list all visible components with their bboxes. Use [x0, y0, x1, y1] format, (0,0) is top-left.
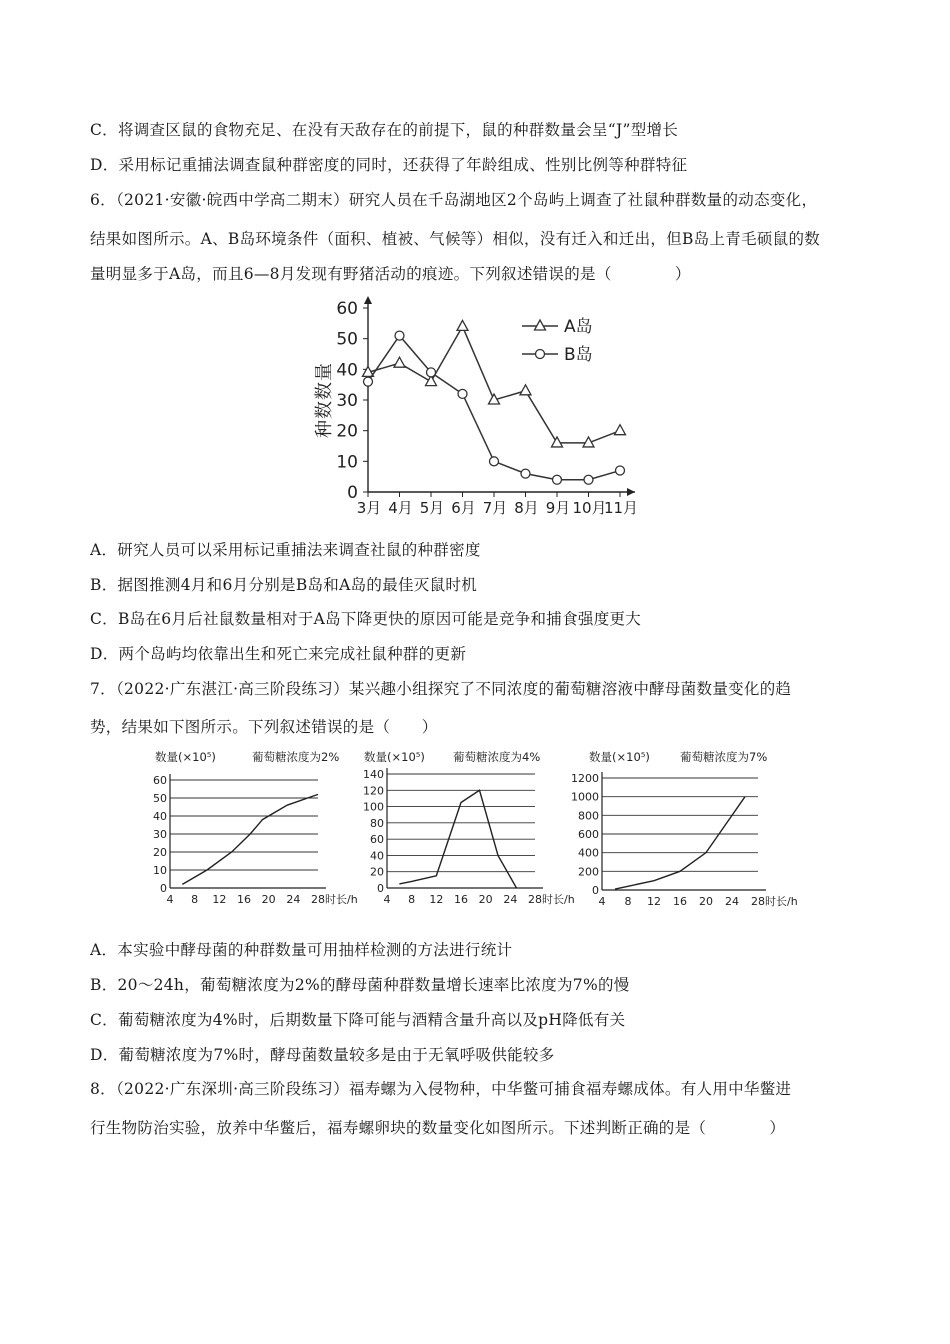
- q5-option-d: D．采用标记重捕法调查鼠种群密度的同时，还获得了年龄组成、性别比例等种群特征: [90, 156, 688, 174]
- x-tick-label: 20: [699, 895, 713, 908]
- data-line: [615, 797, 745, 889]
- x-tick-label: 4: [383, 893, 391, 906]
- legend-label-a: A岛: [564, 317, 593, 337]
- x-tick-label: 5月: [419, 499, 445, 517]
- q5-option-c: C．将调查区鼠的食物充足、在没有天敌存在的前提下，鼠的种群数量会呈“J”型增长: [90, 121, 679, 139]
- y-axis-label: 数量(×10⁵): [589, 750, 650, 764]
- y-tick-label: 40: [370, 849, 384, 863]
- x-tick-label: 16: [454, 893, 468, 906]
- y-tick-label: 0: [160, 882, 167, 895]
- chart-title: 葡萄糖浓度为4%: [453, 750, 541, 764]
- q6-option-c: C．B岛在6月后社鼠数量相对于A岛下降更快的原因可能是竞争和捕食强度更大: [90, 610, 642, 628]
- y-tick-label: 40: [153, 810, 167, 823]
- x-tick-label: 16: [237, 893, 251, 906]
- x-tick-label: 8: [191, 893, 199, 906]
- x-tick-label: 4: [598, 895, 606, 908]
- x-tick-label: 24: [503, 893, 518, 906]
- data-point-b: [427, 368, 436, 377]
- y-axis-label: 数量(×10⁵): [364, 750, 425, 764]
- y-tick-label: 0: [592, 884, 599, 897]
- q6-stem-line-3: 量明显多于A岛，而且6—8月发现有野猪活动的痕迹。下列叙述错误的是（ ）: [90, 265, 691, 283]
- x-tick-label: 6月: [451, 499, 476, 517]
- q6-stem-line-2: 结果如图所示。A、B岛环境条件（面积、植被、气候等）相似，没有迁入和迁出，但B岛上青毛硕鼠的数: [90, 230, 821, 248]
- y-tick-label: 20: [153, 846, 167, 859]
- data-point-a: [520, 385, 531, 395]
- q7-stem-line-2: 势，结果如下图所示。下列叙述错误的是（ ）: [90, 718, 438, 736]
- y-tick-label: 140: [363, 768, 384, 781]
- data-point-b: [395, 331, 404, 340]
- q8-stem-line-2: 行生物防治实验，放养中华鳖后，福寿螺卵块的数量变化如图所示。下述判断正确的是（ ）: [90, 1119, 786, 1137]
- q8-stem-line-1: 8．（2022·广东深圳·高三阶段练习）福寿螺为入侵物种，中华鳖可捕食福寿螺成体。有人用中华鳖进: [90, 1080, 792, 1098]
- x-tick-label: 16: [673, 895, 687, 908]
- x-tick-label: 12: [647, 895, 661, 908]
- data-point-b: [490, 457, 499, 466]
- y-tick-label: 0: [347, 483, 358, 503]
- legend-marker-b: [536, 350, 545, 359]
- y-tick-label: 20: [370, 865, 384, 879]
- data-point-a: [615, 425, 626, 435]
- y-tick-label: 30: [336, 391, 358, 411]
- data-point-a: [552, 437, 563, 447]
- data-line: [182, 794, 318, 884]
- q6-option-d: D．两个岛屿均依靠出生和死亡来完成社鼠种群的更新: [90, 645, 467, 663]
- chart-title: 葡萄糖浓度为7%: [680, 750, 768, 764]
- x-tick-label: 12: [429, 893, 444, 906]
- q7-stem-line-1: 7．（2022·广东湛江·高三阶段练习）某兴趣小组探究了不同浓度的葡萄糖溶液中酵母菌数量变化的趋: [90, 680, 792, 698]
- data-point-b: [616, 466, 625, 475]
- yeast-chart-2-percent: [140, 744, 358, 912]
- x-tick-label: 24: [725, 895, 739, 908]
- x-tick-label: 9月: [545, 499, 571, 517]
- data-point-b: [458, 389, 467, 398]
- x-tick-label: 20: [261, 893, 276, 906]
- q6-option-a: A．研究人员可以采用标记重捕法来调查社鼠的种群密度: [90, 541, 481, 559]
- y-tick-label: 120: [363, 784, 384, 798]
- q6-option-b: B．据图推测4月和6月分别是B岛和A岛的最佳灭鼠时机: [90, 576, 477, 594]
- legend-label-b: B岛: [564, 345, 593, 365]
- y-tick-label: 50: [153, 792, 167, 805]
- data-point-a: [457, 320, 468, 330]
- x-axis-arrow: [627, 488, 635, 496]
- x-tick-label: 11月: [603, 499, 639, 517]
- x-tick-label: 7月: [482, 499, 508, 517]
- x-axis-label: 时长/h: [542, 893, 575, 906]
- x-tick-label: 10月: [572, 499, 607, 517]
- x-tick-label: 24: [286, 893, 301, 906]
- y-tick-label: 1200: [571, 772, 599, 785]
- island-population-chart: [300, 292, 660, 524]
- y-tick-label: 60: [153, 774, 167, 787]
- y-tick-label: 50: [336, 329, 358, 350]
- y-axis-label: 数量(×10⁵): [155, 750, 216, 764]
- x-tick-label: 28: [311, 893, 325, 906]
- y-tick-label: 40: [336, 360, 358, 381]
- y-axis-label: 种数数量: [314, 362, 335, 438]
- y-tick-label: 60: [336, 299, 358, 319]
- x-tick-label: 4: [166, 893, 174, 906]
- q7-option-b: B．20～24h，葡萄糖浓度为2%的酵母菌种群数量增长速率比浓度为7%的慢: [90, 976, 630, 994]
- y-tick-label: 400: [578, 846, 599, 860]
- y-tick-label: 20: [336, 421, 358, 442]
- y-tick-label: 10: [153, 864, 167, 877]
- y-axis-arrow: [364, 296, 372, 304]
- x-tick-label: 8: [408, 893, 416, 906]
- x-tick-label: 12: [212, 893, 227, 906]
- x-axis-label: 时长/h: [765, 895, 798, 908]
- y-tick-label: 60: [370, 833, 384, 847]
- q6-stem-line-1: 6．（2021·安徽·皖西中学高二期末）研究人员在千岛湖地区2个岛屿上调查了社鼠种群数量的动态变化，: [90, 191, 818, 209]
- q7-option-c: C．葡萄糖浓度为4%时，后期数量下降可能与酒精含量升高以及pH降低有关: [90, 1011, 626, 1029]
- data-point-b: [364, 377, 373, 386]
- x-axis-label: 时长/h: [325, 893, 358, 906]
- y-tick-label: 200: [578, 865, 599, 879]
- y-tick-label: 800: [578, 809, 599, 823]
- legend-marker-a: [535, 320, 546, 330]
- y-tick-label: 600: [578, 828, 599, 841]
- data-point-b: [553, 475, 562, 484]
- q7-option-d: D．葡萄糖浓度为7%时，酵母菌数量较多是由于无氧呼吸供能较多: [90, 1046, 555, 1064]
- y-tick-label: 10: [336, 452, 358, 473]
- chart-title: 葡萄糖浓度为2%: [252, 750, 340, 764]
- yeast-chart-7-percent: [565, 744, 810, 912]
- data-point-b: [521, 469, 530, 478]
- y-tick-label: 30: [153, 828, 167, 841]
- x-tick-label: 28: [528, 893, 542, 906]
- x-tick-label: 8: [624, 895, 632, 908]
- y-tick-label: 0: [377, 882, 384, 895]
- q7-option-a: A．本实验中酵母菌的种群数量可用抽样检测的方法进行统计: [90, 941, 513, 959]
- x-tick-label: 28: [751, 895, 765, 908]
- y-tick-label: 80: [370, 816, 384, 830]
- yeast-chart-4-percent: [355, 744, 575, 912]
- x-tick-label: 3月: [356, 499, 382, 517]
- x-tick-label: 20: [478, 893, 493, 906]
- y-tick-label: 1000: [571, 790, 599, 804]
- x-tick-label: 4月: [388, 499, 413, 517]
- data-point-a: [394, 357, 405, 367]
- data-point-b: [584, 475, 593, 484]
- x-tick-label: 8月: [514, 499, 539, 517]
- y-tick-label: 100: [363, 800, 384, 814]
